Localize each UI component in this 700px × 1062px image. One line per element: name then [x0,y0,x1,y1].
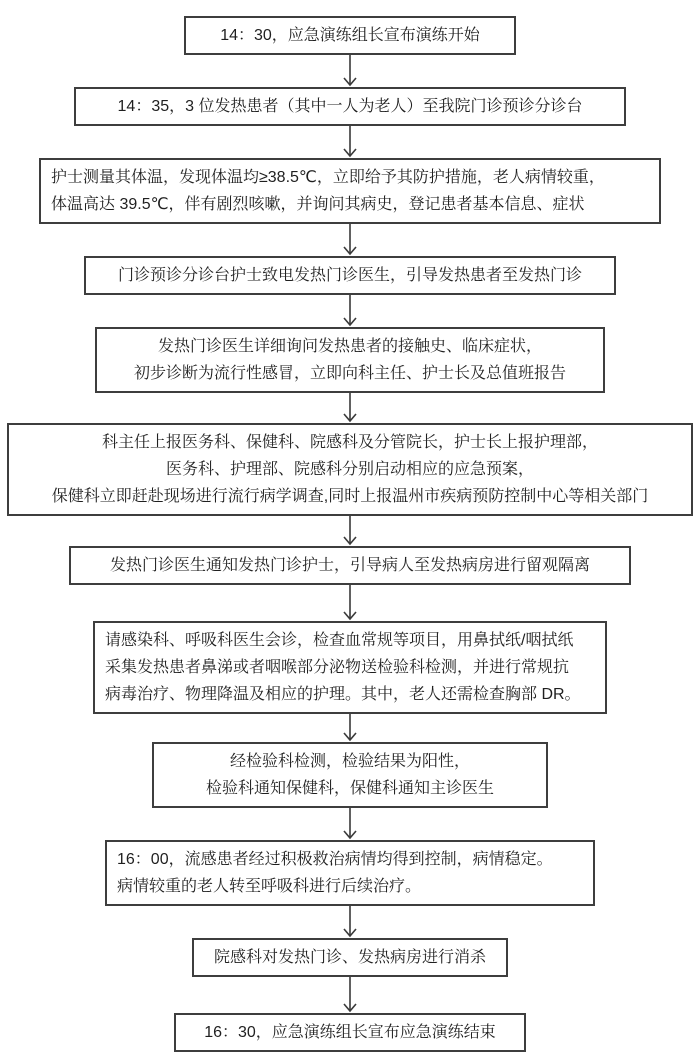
flow-step-7: 发热门诊医生通知发热门诊护士，引导病人至发热病房进行留观隔离 [69,546,631,585]
down-arrow-icon [335,977,365,1013]
flow-step-2: 14：35，3 位发热患者（其中一人为老人）至我院门诊预诊分诊台 [74,87,626,126]
down-arrow-icon [335,55,365,87]
flow-step-6: 科主任上报医务科、保健科、院感科及分管院长，护士长上报护理部， 医务科、护理部、院感科分别启动相应的应急预案， 保健科立即赶赴现场进行流行病学调查,同时上报温州市疾病预防控制中心等相关部门 [7,423,693,516]
down-arrow-icon [335,126,365,158]
flow-step-8: 请感染科、呼吸科医生会诊，检查血常规等项目，用鼻拭纸/咽拭纸 采集发热患者鼻涕或者咽喉部分泌物送检验科检测，并进行常规抗 病毒治疗、物理降温及相应的护理。其中，老人还需检查胸部 DR。 [93,621,607,714]
flow-step-4: 门诊预诊分诊台护士致电发热门诊医生，引导发热患者至发热门诊 [84,256,616,295]
flow-step-9: 经检验科检测，检验结果为阳性， 检验科通知保健科，保健科通知主诊医生 [152,742,548,808]
down-arrow-icon [335,906,365,938]
down-arrow-icon [335,808,365,840]
down-arrow-icon [335,516,365,546]
flow-step-5: 发热门诊医生详细询问发热患者的接触史、临床症状， 初步诊断为流行性感冒，立即向科主任、护士长及总值班报告 [95,327,605,393]
down-arrow-icon [335,585,365,621]
down-arrow-icon [335,393,365,423]
down-arrow-icon [335,295,365,327]
flow-step-12: 16：30，应急演练组长宣布应急演练结束 [174,1013,526,1052]
flow-step-11: 院感科对发热门诊、发热病房进行消杀 [192,938,508,977]
flow-step-1: 14：30，应急演练组长宣布演练开始 [184,16,516,55]
down-arrow-icon [335,224,365,256]
flow-step-10: 16：00，流感患者经过积极救治病情均得到控制，病情稳定。 病情较重的老人转至呼吸科进行后续治疗。 [105,840,595,906]
down-arrow-icon [335,714,365,742]
flow-step-3: 护士测量其体温，发现体温均≥38.5℃，立即给予其防护措施，老人病情较重， 体温高达 39.5℃，伴有剧烈咳嗽，并询问其病史，登记患者基本信息、症状 [39,158,661,224]
